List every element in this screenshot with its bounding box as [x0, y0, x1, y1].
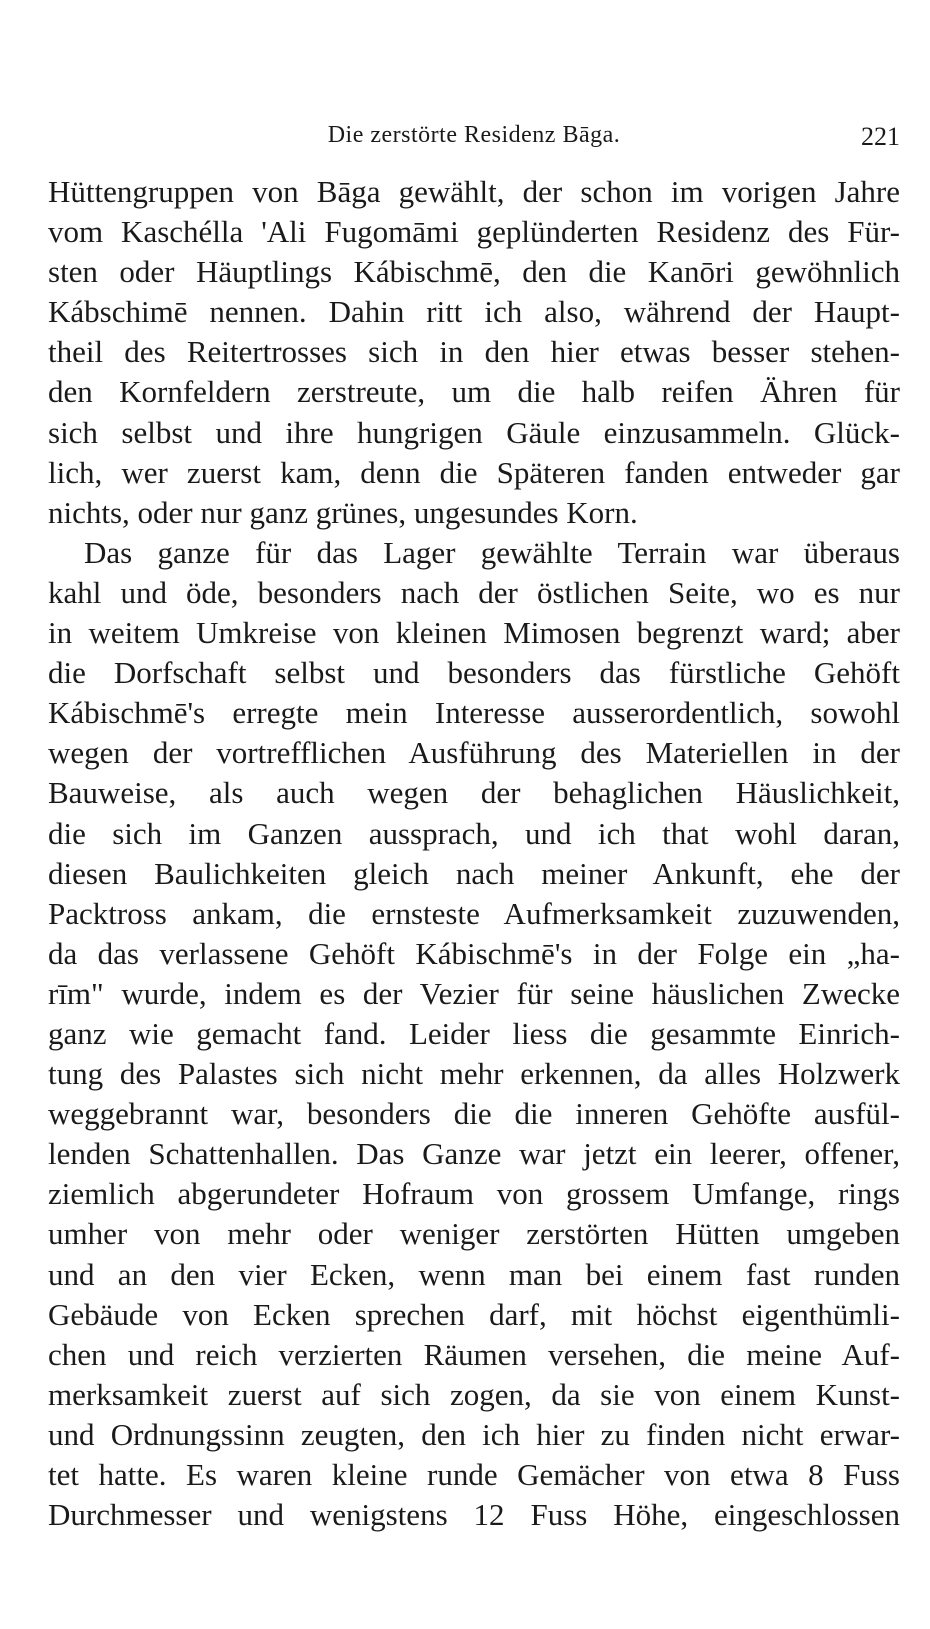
text-line: in weitem Umkreise von kleinen Mimosen begrenzt ward; aber — [48, 615, 900, 651]
text-line: und an den vier Ecken, wenn man bei einem fast runden — [48, 1256, 900, 1292]
text-line: die Dorfschaft selbst und besonders das fürstliche Gehöft — [48, 655, 900, 691]
text-line: sten oder Häuptlings Kábischmē, den die Kanōri gewöhnlich — [48, 254, 900, 290]
text-line: sich selbst und ihre hungrigen Gäule einzusammeln. Glück- — [48, 414, 900, 450]
text-line: vom Kaschélla 'Ali Fugomāmi geplünderten Residenz des Für- — [48, 214, 900, 250]
body-text — [48, 172, 900, 1535]
text-line: Bauweise, als auch wegen der behaglichen Häuslichkeit, — [48, 775, 900, 811]
text-line: weggebrannt war, besonders die die inneren Gehöfte ausfül- — [48, 1096, 900, 1132]
text-line: ziemlich abgerundeter Hofraum von grossem Umfange, rings — [48, 1176, 900, 1212]
paragraph-end-line: nichts, oder nur ganz grünes, ungesundes Korn. — [48, 494, 638, 530]
text-line: merksamkeit zuerst auf sich zogen, da sie von einem Kunst- — [48, 1376, 900, 1412]
text-line: die sich im Ganzen aussprach, und ich that wohl daran, — [48, 815, 900, 851]
text-line: chen und reich verzierten Räumen versehen, die meine Auf- — [48, 1336, 900, 1372]
paragraph-start-line: Das ganze für das Lager gewählte Terrain war überaus — [84, 534, 900, 570]
text-line: Hüttengruppen von Bāga gewählt, der schon im vorigen Jahre — [48, 174, 900, 209]
text-line: lich, wer zuerst kam, denn die Späteren fanden entweder gar — [48, 454, 900, 490]
text-line: wegen der vortrefflichen Ausführung des Materiellen in der — [48, 735, 900, 771]
text-line: kahl und öde, besonders nach der östlichen Seite, wo es nur — [48, 574, 900, 610]
text-line: Durchmesser und wenigstens 12 Fuss Höhe, eingeschlossen — [48, 1497, 900, 1533]
text-line: lenden Schattenhallen. Das Ganze war jetzt ein leerer, offener, — [48, 1136, 900, 1172]
text-line: und Ordnungssinn zeugten, den ich hier zu finden nicht erwar- — [48, 1416, 900, 1452]
text-line: diesen Baulichkeiten gleich nach meiner Ankunft, ehe der — [48, 855, 900, 891]
text-line: Kábischmē's erregte mein Interesse ausserordentlich, sowohl — [48, 695, 900, 731]
page-number: 221 — [861, 122, 900, 151]
text-line: den Kornfeldern zerstreute, um die halb reifen Ähren für — [48, 374, 900, 410]
text-line: Gebäude von Ecken sprechen darf, mit höchst eigenthümli- — [48, 1296, 900, 1332]
text-line: umher von mehr oder weniger zerstörten Hütten umgeben — [48, 1216, 900, 1252]
text-line: Kábschimē nennen. Dahin ritt ich also, während der Haupt- — [48, 294, 900, 330]
text-line: Packtross ankam, die ernsteste Aufmerksamkeit zuzuwenden, — [48, 895, 900, 931]
text-line: da das verlassene Gehöft Kábischmē's in der Folge ein „ha- — [48, 935, 900, 971]
text-line: tung des Palastes sich nicht mehr erkennen, da alles Holzwerk — [48, 1056, 900, 1092]
text-line: rīm" wurde, indem es der Vezier für seine häuslichen Zwecke — [48, 975, 900, 1011]
text-line: theil des Reitertrosses sich in den hier etwas besser stehen- — [48, 334, 900, 370]
text-line: tet hatte. Es waren kleine runde Gemächer von etwa 8 Fuss — [48, 1457, 900, 1492]
text-line: ganz wie gemacht fand. Leider liess die gesammte Einrich- — [48, 1015, 900, 1051]
running-title: Die zerstörte Residenz Bāga. — [327, 122, 621, 148]
running-head — [48, 122, 900, 162]
